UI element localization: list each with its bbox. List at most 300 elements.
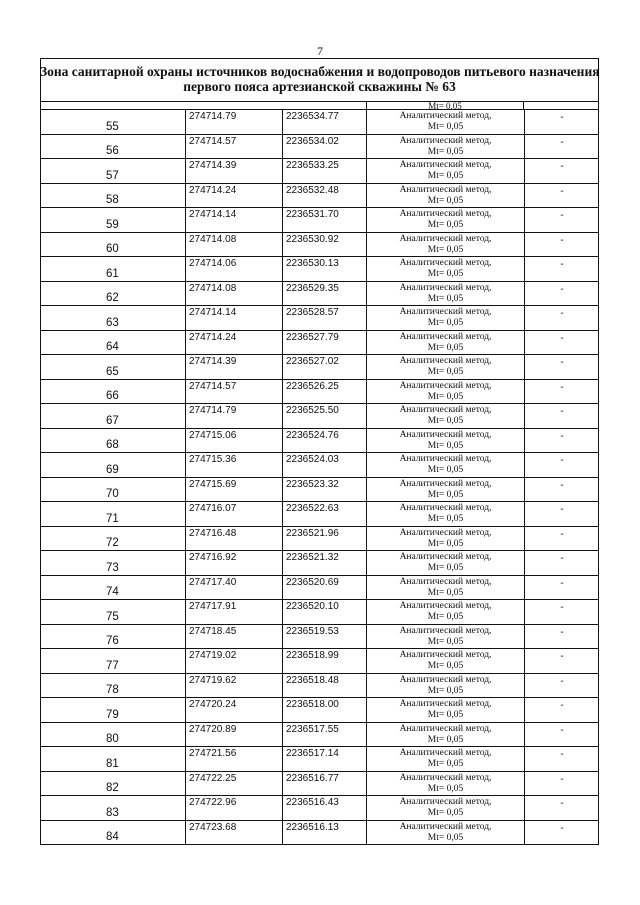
note-dash: - <box>560 283 564 295</box>
y-coordinate-cell <box>282 576 366 600</box>
note-cell <box>524 674 599 698</box>
x-coordinate: 274716.48 <box>189 527 237 539</box>
method-accuracy: Mt= 0,05 <box>427 318 464 328</box>
x-coordinate-cell <box>185 649 282 673</box>
note-dash: - <box>560 185 564 197</box>
note-cell <box>524 478 599 502</box>
y-coordinate-cell <box>282 453 366 477</box>
x-coordinate-cell <box>185 331 282 355</box>
method-accuracy: Mt= 0,05 <box>427 465 464 475</box>
method-cell <box>366 429 524 453</box>
method-accuracy: Mt= 0,05 <box>427 563 464 573</box>
method-cell <box>366 527 524 551</box>
x-coordinate: 274723.68 <box>189 821 237 833</box>
note-dash: - <box>560 626 564 638</box>
method-accuracy: Mt= 0,05 <box>427 661 464 671</box>
point-number-cell <box>40 576 185 600</box>
x-coordinate-cell <box>185 453 282 477</box>
method-text <box>367 234 524 256</box>
note-cell <box>524 551 599 575</box>
method-name: Аналитический метод, <box>399 797 492 807</box>
y-coordinate-cell <box>282 135 366 159</box>
point-number: 57 <box>106 169 119 182</box>
note-dash: - <box>560 773 564 785</box>
point-number-cell <box>40 404 185 428</box>
method-cell <box>366 453 524 477</box>
x-coordinate: 274718.45 <box>189 625 237 637</box>
method-text <box>367 528 524 550</box>
table-row <box>40 159 599 184</box>
point-number: 74 <box>106 586 119 598</box>
y-coordinate-cell <box>282 723 366 747</box>
y-coordinate-cell <box>282 821 366 845</box>
note-dash: - <box>560 528 564 540</box>
point-number: 61 <box>106 267 119 280</box>
point-number-cell <box>40 747 185 771</box>
y-coordinate-cell <box>282 306 366 330</box>
method-name: Аналитический метод, <box>399 576 492 587</box>
x-coordinate: 274716.92 <box>189 552 237 563</box>
method-cell <box>366 282 524 306</box>
point-number: 78 <box>106 684 119 696</box>
method-accuracy: Mt= 0,05 <box>427 759 464 769</box>
method-accuracy: Mt= 0,05 <box>427 171 464 181</box>
x-coordinate: 274717.91 <box>189 601 237 612</box>
note-dash: - <box>560 234 564 246</box>
y-coordinate: 2236517.14 <box>286 748 339 759</box>
x-coordinate: 274714.57 <box>189 135 237 147</box>
method-name: Аналитический метод, <box>399 821 492 832</box>
x-coordinate: 274722.96 <box>189 797 237 808</box>
point-number: 76 <box>106 635 119 647</box>
x-coordinate-cell <box>185 404 282 428</box>
y-coordinate-cell <box>282 625 366 649</box>
point-number: 70 <box>106 488 119 500</box>
method-accuracy: Mt= 0,05 <box>427 367 464 377</box>
method-accuracy: Mt= 0,05 <box>427 685 464 696</box>
note-cell <box>524 380 599 404</box>
point-number-cell <box>40 306 185 330</box>
y-coordinate-cell <box>282 772 366 796</box>
y-coordinate: 2236518.48 <box>286 674 339 686</box>
table-row <box>40 404 599 429</box>
note-cell <box>524 282 599 306</box>
x-coordinate-cell <box>185 282 282 306</box>
y-coordinate: 2236525.50 <box>286 405 339 416</box>
note-dash: - <box>560 308 564 319</box>
table-row <box>40 355 599 380</box>
point-number-cell <box>40 698 185 722</box>
table-row <box>40 453 599 478</box>
y-coordinate: 2236517.55 <box>286 723 339 735</box>
note-dash: - <box>560 259 564 270</box>
note-dash: - <box>560 504 564 515</box>
x-coordinate: 274720.24 <box>189 699 237 710</box>
note-dash: - <box>560 553 564 564</box>
x-coordinate-cell <box>185 625 282 649</box>
y-coordinate-cell <box>282 257 366 281</box>
method-text <box>367 822 524 844</box>
note-cell <box>524 747 599 771</box>
method-accuracy: Mt= 0,05 <box>427 416 464 426</box>
x-coordinate-cell <box>185 429 282 453</box>
point-number: 64 <box>106 341 119 353</box>
method-name: Аналитический метод, <box>399 233 492 244</box>
method-cell <box>366 331 524 355</box>
table-row <box>40 135 599 160</box>
x-coordinate-cell <box>185 674 282 698</box>
method-name: Аналитический метод, <box>399 723 492 734</box>
note-dash: - <box>560 112 564 123</box>
method-name: Аналитический метод, <box>399 405 492 415</box>
method-name: Аналитический метод, <box>399 674 492 685</box>
y-coordinate: 2236530.13 <box>286 258 339 269</box>
method-name: Аналитический метод, <box>399 160 492 170</box>
method-name: Аналитический метод, <box>399 429 492 440</box>
table-row <box>40 233 599 258</box>
method-accuracy: Mt= 0,05 <box>427 489 464 500</box>
x-coordinate-cell <box>185 306 282 330</box>
method-accuracy: Mt= 0,05 <box>427 734 464 745</box>
table-row <box>40 600 599 625</box>
point-number-cell <box>40 453 185 477</box>
method-text <box>367 332 524 354</box>
method-name: Аналитический метод, <box>399 772 492 783</box>
table-row <box>40 184 599 209</box>
y-coordinate: 2236526.25 <box>286 380 339 392</box>
y-coordinate-cell <box>282 331 366 355</box>
note-dash: - <box>560 822 564 834</box>
point-number-cell <box>40 478 185 502</box>
method-text <box>367 552 524 574</box>
table-row <box>40 747 599 772</box>
point-number: 81 <box>106 757 119 770</box>
method-accuracy: Mt= 0,05 <box>427 808 464 818</box>
point-number-cell <box>40 796 185 820</box>
y-coordinate: 2236527.79 <box>286 331 339 343</box>
method-accuracy: Mt= 0,05 <box>427 538 464 549</box>
table-row <box>40 331 599 356</box>
x-coordinate: 274722.25 <box>189 772 237 784</box>
y-coordinate: 2236518.00 <box>286 699 339 710</box>
method-cell <box>366 502 524 526</box>
point-number-cell <box>40 502 185 526</box>
method-accuracy: Mt= 0,05 <box>427 710 464 720</box>
note-dash: - <box>560 332 564 344</box>
note-dash: - <box>560 136 564 148</box>
table-row <box>40 674 599 699</box>
y-coordinate: 2236521.32 <box>286 552 339 563</box>
method-cell <box>366 698 524 722</box>
x-coordinate-cell <box>185 355 282 379</box>
point-number: 84 <box>106 831 119 843</box>
method-name: Аналитический метод, <box>399 454 492 464</box>
title-line-1: Зона санитарной охраны источников водоснабжения и водопроводов питьевого назначения <box>40 64 600 79</box>
x-coordinate: 274716.07 <box>189 503 237 514</box>
note-dash: - <box>560 357 564 368</box>
method-cell <box>366 821 524 845</box>
note-dash: - <box>560 724 564 736</box>
method-cell <box>366 306 524 330</box>
point-number-cell <box>40 159 185 183</box>
point-number-cell <box>40 625 185 649</box>
method-name: Аналитический метод, <box>399 650 492 660</box>
method-accuracy: Mt= 0,05 <box>427 146 464 157</box>
method-cell <box>366 478 524 502</box>
method-cell <box>366 772 524 796</box>
y-coordinate: 2236524.03 <box>286 454 339 465</box>
note-cell <box>524 821 599 845</box>
x-coordinate-cell <box>185 502 282 526</box>
method-text <box>367 209 524 231</box>
note-dash: - <box>560 749 564 760</box>
y-coordinate-cell <box>282 159 366 183</box>
method-name: Аналитический метод, <box>399 209 492 219</box>
x-coordinate-cell <box>185 135 282 159</box>
x-coordinate-cell <box>185 110 282 134</box>
note-dash: - <box>560 798 564 809</box>
y-coordinate-cell <box>282 380 366 404</box>
x-coordinate: 274714.79 <box>189 405 237 416</box>
point-number-cell <box>40 135 185 159</box>
method-name: Аналитический метод, <box>399 625 492 636</box>
note-dash: - <box>560 479 564 491</box>
method-text <box>367 797 524 819</box>
table-row <box>40 257 599 282</box>
note-cell <box>524 502 599 526</box>
note-cell <box>524 527 599 551</box>
method-text <box>367 650 524 672</box>
x-coordinate: 274714.39 <box>189 356 237 367</box>
y-coordinate-cell <box>282 429 366 453</box>
y-coordinate: 2236531.70 <box>286 209 339 220</box>
note-cell <box>524 429 599 453</box>
x-coordinate: 274715.69 <box>189 478 237 490</box>
method-cell <box>366 135 524 159</box>
method-text <box>367 699 524 721</box>
point-number-cell <box>40 429 185 453</box>
x-coordinate-cell <box>185 380 282 404</box>
note-dash: - <box>560 406 564 417</box>
method-accuracy: Mt= 0,05 <box>427 244 464 255</box>
method-cell <box>366 674 524 698</box>
x-coordinate: 274719.02 <box>189 650 237 661</box>
x-coordinate: 274714.24 <box>189 331 237 343</box>
x-coordinate: 274720.89 <box>189 723 237 735</box>
method-accuracy: Mt= 0,05 <box>427 783 464 794</box>
method-cell <box>366 723 524 747</box>
table-row <box>40 551 599 576</box>
y-coordinate-cell <box>282 355 366 379</box>
note-dash: - <box>560 651 564 662</box>
point-number-cell <box>40 282 185 306</box>
note-cell <box>524 159 599 183</box>
point-number: 79 <box>106 708 119 721</box>
point-number-cell <box>40 600 185 624</box>
y-coordinate: 2236534.02 <box>286 135 339 147</box>
y-coordinate: 2236516.13 <box>286 821 339 833</box>
table-row <box>40 502 599 527</box>
y-coordinate-cell <box>282 649 366 673</box>
page-number: 7 <box>317 44 323 58</box>
x-coordinate: 274714.79 <box>189 111 237 122</box>
x-coordinate: 274715.06 <box>189 429 237 441</box>
note-cell <box>524 649 599 673</box>
method-name: Аналитический метод, <box>399 282 492 293</box>
note-cell <box>524 306 599 330</box>
method-name: Аналитический метод, <box>399 527 492 538</box>
y-coordinate: 2236533.25 <box>286 160 339 171</box>
x-coordinate: 274721.56 <box>189 748 237 759</box>
method-name: Аналитический метод, <box>399 258 492 268</box>
method-text <box>367 748 524 770</box>
method-name: Аналитический метод, <box>399 699 492 709</box>
method-name: Аналитический метод, <box>399 552 492 562</box>
point-number: 69 <box>106 463 119 476</box>
y-coordinate-cell <box>282 110 366 134</box>
method-text <box>367 773 524 795</box>
x-coordinate-cell <box>185 159 282 183</box>
table-row <box>40 429 599 454</box>
y-coordinate-cell <box>282 404 366 428</box>
point-number: 62 <box>106 292 119 304</box>
method-cell <box>366 184 524 208</box>
note-cell <box>524 723 599 747</box>
y-coordinate-cell <box>282 551 366 575</box>
point-number-cell <box>40 723 185 747</box>
point-number-cell <box>40 527 185 551</box>
point-number-cell <box>40 257 185 281</box>
method-text <box>367 503 524 525</box>
method-text <box>367 185 524 207</box>
method-name: Аналитический метод, <box>399 748 492 758</box>
note-dash: - <box>560 577 564 589</box>
point-number-cell <box>40 551 185 575</box>
point-number-cell <box>40 355 185 379</box>
method-accuracy: Mt= 0,05 <box>427 269 464 279</box>
point-number-cell <box>40 110 185 134</box>
method-cell <box>366 551 524 575</box>
y-coordinate: 2236516.43 <box>286 797 339 808</box>
note-dash: - <box>560 210 564 221</box>
note-dash: - <box>560 161 564 172</box>
method-cell <box>366 233 524 257</box>
x-coordinate-cell <box>185 576 282 600</box>
point-number: 83 <box>106 806 119 819</box>
y-coordinate: 2236523.32 <box>286 478 339 490</box>
point-number: 58 <box>106 194 119 206</box>
note-cell <box>524 453 599 477</box>
x-coordinate: 274714.14 <box>189 307 237 318</box>
y-coordinate-cell <box>282 208 366 232</box>
table-row <box>40 649 599 674</box>
method-cell <box>366 257 524 281</box>
method-text <box>367 601 524 623</box>
method-name: Аналитический метод, <box>399 307 492 317</box>
x-coordinate-cell <box>185 600 282 624</box>
y-coordinate-cell <box>282 600 366 624</box>
point-number-cell <box>40 380 185 404</box>
point-number: 72 <box>106 537 119 549</box>
note-dash: - <box>560 700 564 711</box>
method-cell <box>366 649 524 673</box>
x-coordinate: 274714.24 <box>189 184 237 196</box>
x-coordinate: 274714.06 <box>189 258 237 269</box>
method-accuracy: Mt= 0,05 <box>427 195 464 206</box>
method-accuracy: Mt= 0,05 <box>427 220 464 230</box>
note-cell <box>524 135 599 159</box>
note-cell <box>524 576 599 600</box>
note-cell <box>524 184 599 208</box>
x-coordinate-cell <box>185 796 282 820</box>
method-name: Аналитический метод, <box>399 356 492 366</box>
method-cell <box>366 208 524 232</box>
table-row <box>40 208 599 233</box>
x-coordinate-cell <box>185 698 282 722</box>
point-number: 71 <box>106 512 119 525</box>
y-coordinate: 2236529.35 <box>286 282 339 294</box>
x-coordinate-cell <box>185 821 282 845</box>
y-coordinate: 2236527.02 <box>286 356 339 367</box>
method-accuracy: Mt= 0,05 <box>427 514 464 524</box>
x-coordinate-cell <box>185 551 282 575</box>
point-number-cell <box>40 649 185 673</box>
method-text <box>367 356 524 378</box>
point-number-cell <box>40 331 185 355</box>
y-coordinate-cell <box>282 233 366 257</box>
table-row <box>40 625 599 650</box>
method-text <box>367 283 524 305</box>
point-number: 67 <box>106 414 119 427</box>
y-coordinate: 2236522.63 <box>286 503 339 514</box>
table-row <box>40 527 599 552</box>
method-accuracy: Mt= 0,05 <box>427 342 464 353</box>
note-cell <box>524 233 599 257</box>
note-cell <box>524 404 599 428</box>
point-number-cell <box>40 821 185 845</box>
x-coordinate: 274714.08 <box>189 233 237 245</box>
method-text <box>367 724 524 746</box>
method-text <box>367 405 524 427</box>
table-title <box>40 58 599 102</box>
note-cell <box>524 208 599 232</box>
method-cell <box>366 600 524 624</box>
table-row <box>40 796 599 821</box>
point-number: 82 <box>106 782 119 794</box>
y-coordinate: 2236521.96 <box>286 527 339 539</box>
point-number: 80 <box>106 733 119 745</box>
y-coordinate-cell <box>282 674 366 698</box>
carryover-method-cell: Mt= 0,05 <box>366 102 524 110</box>
note-cell <box>524 698 599 722</box>
x-coordinate-cell <box>185 184 282 208</box>
note-cell <box>524 772 599 796</box>
title-line-2: первого пояса артезианской скважины № 63 <box>183 79 456 94</box>
method-name: Аналитический метод, <box>399 111 492 121</box>
note-cell <box>524 796 599 820</box>
y-coordinate-cell <box>282 282 366 306</box>
method-accuracy: Mt= 0,05 <box>427 832 464 843</box>
table-row <box>40 282 599 307</box>
point-number: 59 <box>106 218 119 231</box>
x-coordinate: 274714.08 <box>189 282 237 294</box>
point-number-cell <box>40 674 185 698</box>
x-coordinate-cell <box>185 747 282 771</box>
point-number: 65 <box>106 365 119 378</box>
y-coordinate: 2236519.53 <box>286 625 339 637</box>
point-number-cell <box>40 184 185 208</box>
point-number-cell <box>40 233 185 257</box>
